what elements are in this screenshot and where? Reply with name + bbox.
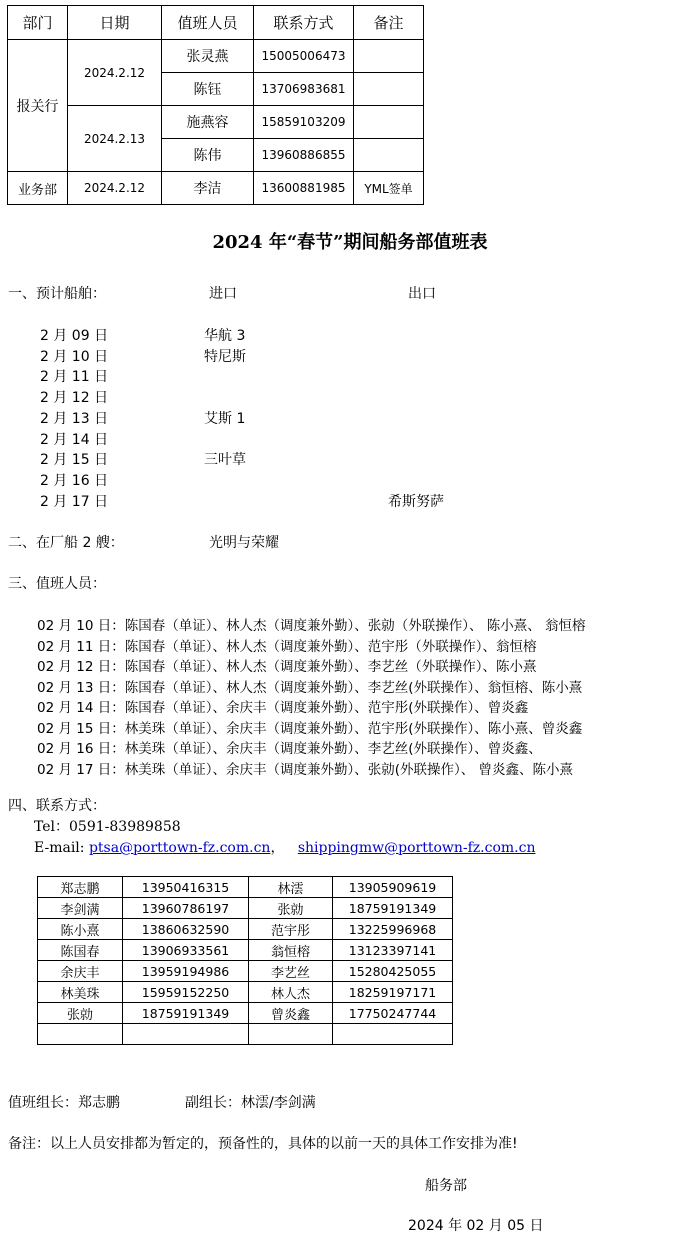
- staff-cell: 李洁: [162, 172, 254, 205]
- contact-phone: 15280425055: [333, 961, 453, 982]
- tel-number: 0591-83989858: [69, 819, 181, 835]
- duty-line: 02 月 17 日：林美珠（单证）、余庆丰（调度兼外勤）、张勍(外联操作）、 曾炎鑫、陈小熹: [37, 761, 574, 778]
- phone-cell: 13960886855: [254, 139, 354, 172]
- email-line: [34, 837, 535, 857]
- contact-phone: 18759191349: [333, 898, 453, 919]
- section1-heading: 一、预计船舶：: [8, 286, 106, 302]
- import-heading: 进口: [209, 286, 237, 302]
- table-header-row: [8, 6, 424, 40]
- header-contact: 联系方式: [254, 6, 354, 40]
- contact-name: 林澐: [249, 877, 333, 898]
- ship-date: 2 月 17 日: [40, 493, 109, 510]
- ships-in-yard: 光明与荣耀: [209, 535, 279, 551]
- contact-name: 曾炎鑫: [249, 1003, 333, 1024]
- phone-cell: 13706983681: [254, 73, 354, 106]
- staff-cell: 张灵燕: [162, 40, 254, 73]
- header-dept: 部门: [8, 6, 68, 40]
- email-link-1[interactable]: ptsa@porttown-fz.com.cn: [88, 840, 271, 856]
- table-row: [8, 106, 424, 139]
- header-staff: 值班人员: [162, 6, 254, 40]
- contact-name: 陈国春: [38, 940, 123, 961]
- email-separator: ，: [270, 840, 285, 856]
- contact-phone: 13123397141: [333, 940, 453, 961]
- contact-phone: 15959152250: [123, 982, 249, 1003]
- contact-name: [38, 1024, 123, 1045]
- tel-line: [34, 816, 181, 836]
- table-row: [38, 982, 453, 1003]
- table-row: [8, 172, 424, 205]
- contact-phone: 13906933561: [123, 940, 249, 961]
- table-row: [38, 877, 453, 898]
- table-row: [38, 919, 453, 940]
- top-duty-table: [7, 5, 424, 205]
- phone-cell: 15005006473: [254, 40, 354, 73]
- import-ship: 艾斯 1: [204, 410, 246, 427]
- phone-cell: 15859103209: [254, 106, 354, 139]
- contact-phone: 13225996968: [333, 919, 453, 940]
- contact-phone: [333, 1024, 453, 1045]
- contact-name: 范宇彤: [249, 919, 333, 940]
- signature-dept: 船务部: [425, 1178, 467, 1194]
- ship-date: 2 月 12 日: [40, 390, 109, 407]
- tel-label: Tel：: [34, 819, 70, 835]
- table-row: [38, 1003, 453, 1024]
- email-link-2[interactable]: shippingmw@porttown-fz.com.cn: [297, 840, 536, 856]
- import-ship: 华航 3: [204, 328, 246, 344]
- header-date: 日期: [68, 6, 162, 40]
- contact-name: 李剑满: [38, 898, 123, 919]
- contact-name: 张勍: [38, 1003, 123, 1024]
- section2-heading: 二、在厂船 2 艘：: [8, 535, 124, 551]
- ship-date: 2 月 09 日: [40, 328, 109, 344]
- contact-table: [37, 876, 453, 1045]
- note-cell: YML签单: [354, 172, 424, 205]
- contact-name: 张勍: [249, 898, 333, 919]
- contact-phone: 13960786197: [123, 898, 249, 919]
- duty-line: 02 月 12 日：陈国春（单证）、林人杰（调度兼外勤）、李艺丝（外联操作）、陈小熹: [37, 659, 537, 675]
- remark: 备注：以上人员安排都为暂定的，预备性的，具体的以前一天的具体工作安排为准!: [8, 1136, 518, 1152]
- ship-date: 2 月 13 日: [40, 410, 109, 427]
- import-ship: 三叶草: [204, 452, 246, 469]
- export-heading: 出口: [408, 286, 436, 302]
- table-row: [38, 961, 453, 982]
- contact-name: 郑志鹏: [38, 877, 123, 898]
- duty-line: 02 月 10 日：陈国春（单证）、林人杰（调度兼外勤）、张勍（外联操作）、 陈小熹、 翁恒榕: [37, 618, 586, 634]
- ship-date: 2 月 11 日: [40, 369, 109, 386]
- duty-line: 02 月 13 日：陈国春（单证）、林人杰（调度兼外勤）、李艺丝(外联操作）、翁恒榕、陈小熹: [37, 679, 583, 696]
- header-note: 备注: [354, 6, 424, 40]
- ship-date: 2 月 14 日: [40, 431, 109, 448]
- ship-date: 2 月 10 日: [40, 348, 109, 365]
- note-cell: [354, 40, 424, 73]
- table-row: [38, 940, 453, 961]
- duty-line: 02 月 16 日：林美珠（单证）、余庆丰（调度兼外勤）、李艺丝(外联操作）、曾炎鑫、: [37, 741, 542, 757]
- contact-phone: 13950416315: [123, 877, 249, 898]
- contact-phone: 18259197171: [333, 982, 453, 1003]
- note-cell: [354, 73, 424, 106]
- staff-cell: 陈伟: [162, 139, 254, 172]
- contact-name: [249, 1024, 333, 1045]
- table-row: [8, 40, 424, 73]
- import-ship: 特尼斯: [204, 348, 246, 365]
- contact-phone: 17750247744: [333, 1003, 453, 1024]
- staff-cell: 陈钰: [162, 73, 254, 106]
- contact-name: 陈小熹: [38, 919, 123, 940]
- date-cell: 2024.2.13: [68, 106, 162, 172]
- dept-cell: 业务部: [8, 172, 68, 205]
- email-label: E-mail:: [34, 840, 85, 856]
- contact-phone: 13905909619: [333, 877, 453, 898]
- duty-line: 02 月 15 日：林美珠（单证）、余庆丰（调度兼外勤）、范宇彤(外联操作）、陈小熹、曾炎鑫: [37, 720, 583, 737]
- contact-name: 翁恒榕: [249, 940, 333, 961]
- contact-name: 林人杰: [249, 982, 333, 1003]
- ship-date: 2 月 15 日: [40, 452, 109, 469]
- note-cell: [354, 106, 424, 139]
- team-leader: 值班组长：郑志鹏: [8, 1095, 120, 1111]
- ship-date: 2 月 16 日: [40, 472, 109, 489]
- contact-name: 余庆丰: [38, 961, 123, 982]
- duty-line: 02 月 11 日：陈国春（单证）、林人杰（调度兼外勤）、范宇彤（外联操作）、翁恒榕: [37, 638, 537, 655]
- date-cell: 2024.2.12: [68, 40, 162, 106]
- contact-phone: 13959194986: [123, 961, 249, 982]
- staff-cell: 施燕容: [162, 106, 254, 139]
- deputy-leader: 副组长：林澐/李剑满: [185, 1095, 316, 1111]
- date-cell: 2024.2.12: [68, 172, 162, 205]
- note-cell: [354, 139, 424, 172]
- document-title: 2024 年“春节”期间船务部值班表: [212, 232, 488, 253]
- section4-heading: 四、联系方式：: [8, 798, 106, 814]
- duty-line: 02 月 14 日：陈国春（单证）、余庆丰（调度兼外勤）、范宇彤(外联操作）、曾炎鑫: [37, 700, 529, 716]
- phone-cell: 13600881985: [254, 172, 354, 205]
- section3-heading: 三、值班人员：: [8, 576, 106, 592]
- dept-cell: 报关行: [8, 40, 68, 172]
- contact-phone: [123, 1024, 249, 1045]
- export-ship: 希斯努萨: [388, 493, 444, 510]
- contact-name: 林美珠: [38, 982, 123, 1003]
- signature-date: 2024 年 02 月 05 日: [408, 1218, 544, 1234]
- contact-phone: 13860632590: [123, 919, 249, 940]
- table-row: [38, 898, 453, 919]
- table-row: [38, 1024, 453, 1045]
- contact-phone: 18759191349: [123, 1003, 249, 1024]
- contact-name: 李艺丝: [249, 961, 333, 982]
